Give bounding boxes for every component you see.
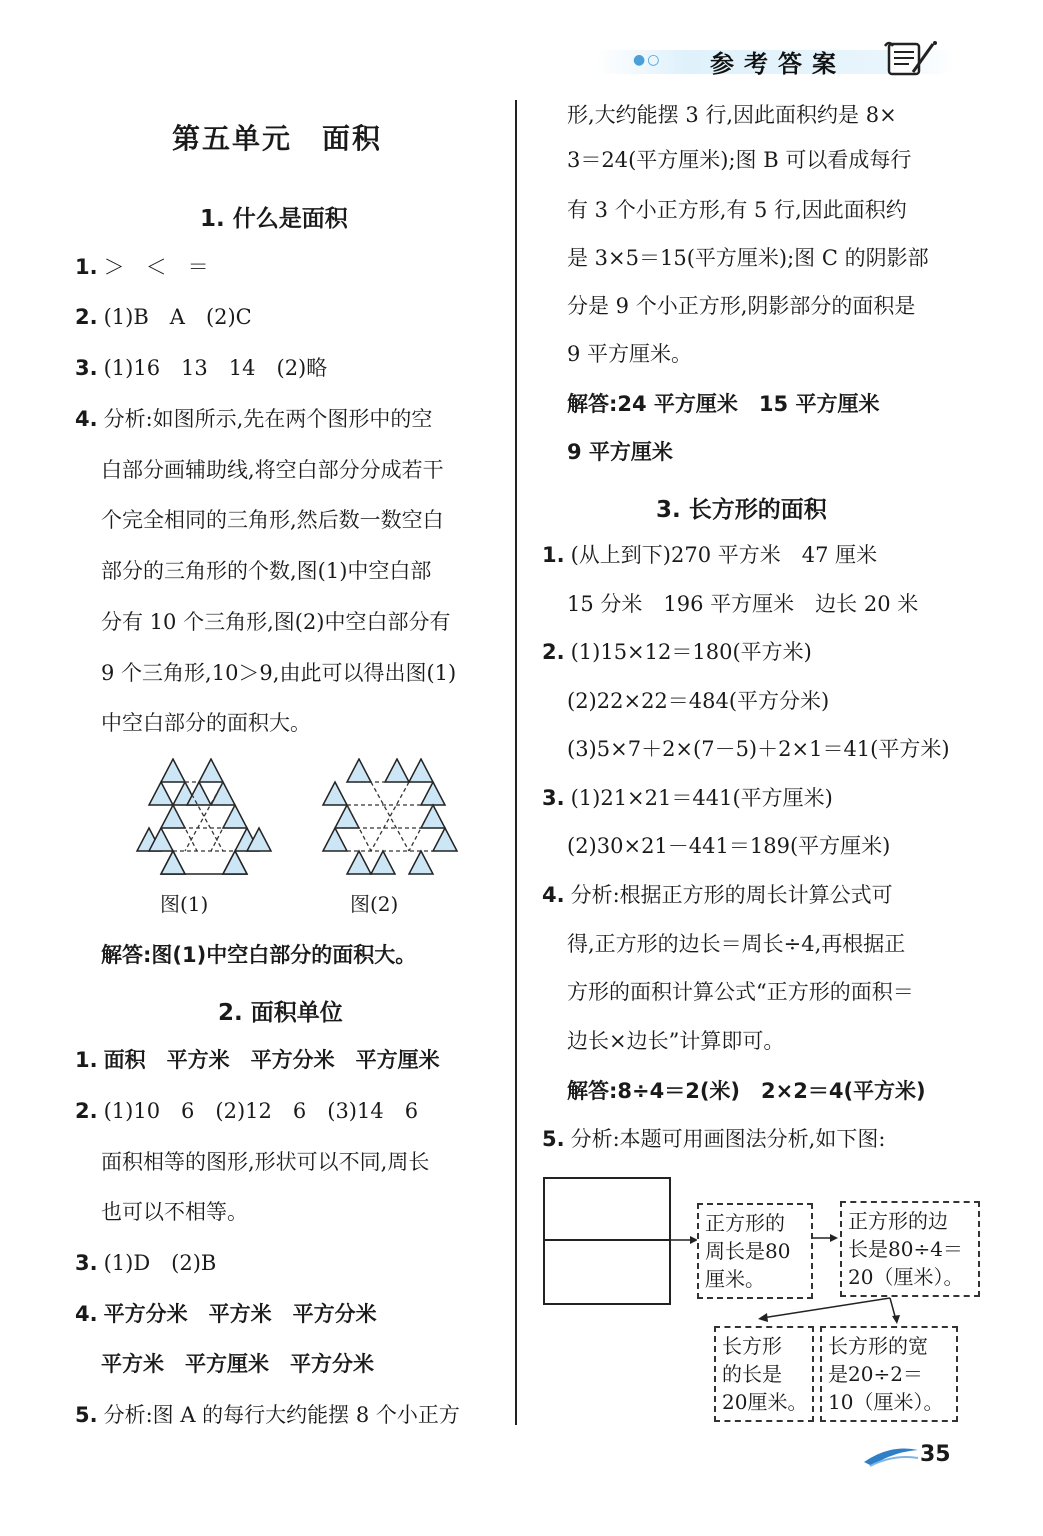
list-item: 2. (1)10 6 (2)12 6 (3)14 6	[75, 1099, 419, 1123]
list-item: 4. 平方分米 平方米 平方分米	[75, 1302, 377, 1326]
list-item: (2)22×22＝484(平方分米)	[567, 689, 830, 713]
list-item: 4. 分析:如图所示,先在两个图形中的空	[75, 407, 433, 431]
list-item: 9 平方厘米。	[567, 342, 693, 366]
diagram-box-width: 长方形的宽 是20÷2＝ 10（厘米）。	[820, 1326, 958, 1422]
list-item: 是 3×5＝15(平方厘米);图 C 的阴影部	[567, 246, 929, 270]
list-item: 15 分米 196 平方厘米 边长 20 米	[567, 592, 919, 616]
answer-line: 9 平方厘米	[567, 440, 673, 464]
list-item: 1. (从上到下)270 平方米 47 厘米	[542, 543, 878, 567]
list-item: 1. 面积 平方米 平方分米 平方厘米	[75, 1048, 440, 1072]
list-item: 分是 9 个小正方形,阴影部分的面积是	[567, 294, 916, 318]
list-item: 部分的三角形的个数,图(1)中空白部	[101, 559, 432, 583]
header-title: 参考答案	[710, 50, 846, 78]
list-item: 面积相等的图形,形状可以不同,周长	[101, 1150, 430, 1174]
column-divider	[515, 100, 517, 1425]
list-item: 得,正方形的边长＝周长÷4,再根据正	[567, 932, 906, 956]
section-heading-2: 2. 面积单位	[218, 1000, 343, 1026]
list-item: 2. (1)15×12＝180(平方米)	[542, 640, 812, 664]
unit-title: 第五单元 面积	[172, 122, 383, 155]
list-item: 个完全相同的三角形,然后数一数空白	[101, 508, 444, 532]
diagram-box-length: 长方形 的长是 20厘米。	[714, 1326, 814, 1422]
diagram-box-side: 正方形的边 长是80÷4＝ 20（厘米）。	[840, 1201, 980, 1297]
diagram-box-perimeter: 正方形的 周长是80 厘米。	[697, 1203, 813, 1299]
list-item: 9 个三角形,10＞9,由此可以得出图(1)	[101, 661, 457, 685]
list-item: 有 3 个小正方形,有 5 行,因此面积约	[567, 198, 907, 222]
list-item: 边长×边长”计算即可。	[567, 1029, 785, 1053]
list-item: 3＝24(平方厘米);图 B 可以看成每行	[567, 148, 912, 172]
figure-1-caption: 图(1)	[160, 892, 209, 916]
page-swoosh-icon	[860, 1440, 920, 1470]
list-item: 平方米 平方厘米 平方分米	[101, 1352, 374, 1376]
section-heading-3: 3. 长方形的面积	[656, 497, 827, 523]
page-header	[595, 42, 955, 80]
list-item: 5. 分析:图 A 的每行大约能摆 8 个小正方	[75, 1403, 460, 1427]
list-item: 3. (1)D (2)B	[75, 1251, 217, 1275]
section-heading-1: 1. 什么是面积	[200, 206, 348, 232]
list-item: 方形的面积计算公式“正方形的面积＝	[567, 980, 914, 1004]
answer-line: 解答:24 平方厘米 15 平方厘米	[567, 392, 880, 416]
triangle-figure-1	[134, 758, 274, 890]
list-item: (2)30×21－441＝189(平方厘米)	[567, 834, 891, 858]
triangle-figure-2	[320, 758, 460, 890]
answer-line: 解答:8÷4＝2(米) 2×2＝4(平方米)	[567, 1079, 926, 1103]
list-item: 5. 分析:本题可用画图法分析,如下图:	[542, 1127, 886, 1151]
page-number: 35	[920, 1442, 951, 1467]
header-dots: ●○	[633, 52, 662, 68]
list-item: 形,大约能摆 3 行,因此面积约是 8×	[567, 103, 897, 127]
list-item: 3. (1)16 13 14 (2)略	[75, 356, 328, 380]
scroll-pen-icon	[883, 38, 939, 80]
list-item: 4. 分析:根据正方形的周长计算公式可	[542, 883, 893, 907]
list-item: 白部分画辅助线,将空白部分分成若干	[101, 458, 444, 482]
answer-line: 解答:图(1)中空白部分的面积大。	[101, 943, 417, 967]
figure-2-caption: 图(2)	[350, 892, 399, 916]
list-item: 3. (1)21×21＝441(平方厘米)	[542, 786, 833, 810]
list-item: 分有 10 个三角形,图(2)中空白部分有	[101, 610, 451, 634]
list-item: 也可以不相等。	[101, 1200, 248, 1224]
list-item: 2. (1)B A (2)C	[75, 305, 252, 329]
list-item: (3)5×7＋2×(7－5)＋2×1＝41(平方米)	[567, 737, 950, 761]
list-item: 中空白部分的面积大。	[101, 711, 311, 735]
list-item: 1. ＞ ＜ ＝	[75, 255, 209, 279]
